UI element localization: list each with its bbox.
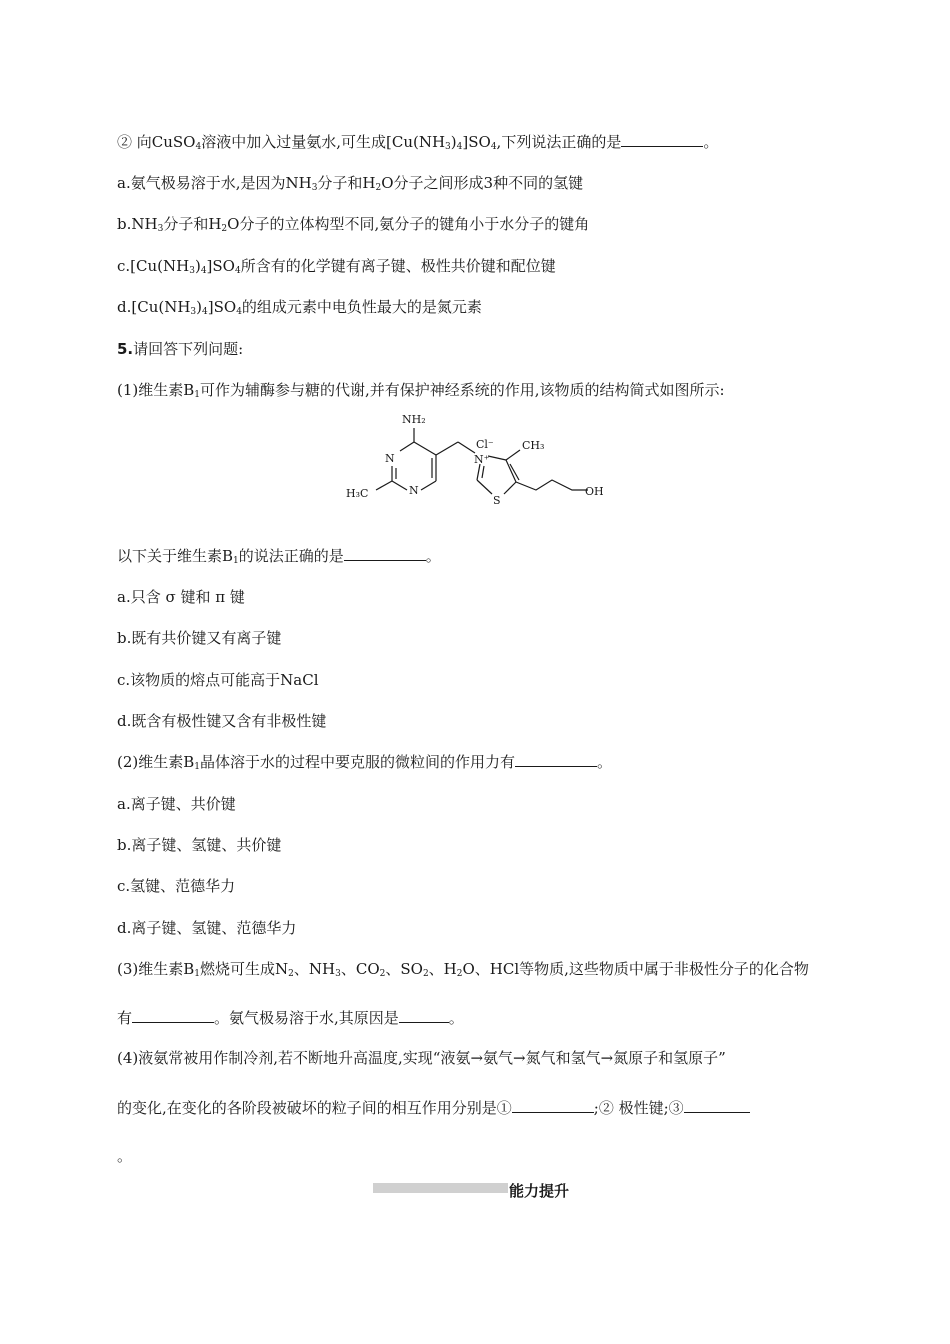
- bond: [421, 481, 436, 490]
- q5-part2-stem: (2)维生素$B_1$晶体溶于水的过程中要克服的微粒间的作用力有 。: [117, 753, 613, 772]
- oh-label: OH: [585, 485, 604, 498]
- q5-header: [117, 339, 243, 359]
- q5-part1-option-c: c.该物质的熔点可能高于NaCl: [117, 671, 319, 689]
- bond: [436, 442, 458, 455]
- n-plus-label: N⁺: [474, 453, 490, 466]
- q5-part4-end: 。: [117, 1147, 133, 1165]
- bond: [400, 442, 414, 451]
- n-atom-upper: N: [385, 452, 395, 465]
- hydroxyethyl-chain: [516, 480, 588, 490]
- q5-part1-option-a: a.只含 σ 键和 π 键: [117, 588, 245, 606]
- bond: [506, 450, 520, 460]
- q5-part3-stem: (3)维生素$B_1$燃烧可生成$N_2$、$NH_3$、$CO_2$、$SO_2$、$H_2O$、HCl等物质,这些物质中属于非极性分子的化合物: [117, 960, 809, 979]
- q5-part1-stem: (1)维生素$B_1$可作为辅酶参与糖的代谢,并有保护神经系统的作用,该物质的结构简式如图所示:: [117, 381, 725, 400]
- nh2-label: NH₂: [402, 413, 426, 426]
- q4-stem: ② 向CuSO$_4$溶液中加入过量氨水,可生成$[Cu(NH_3)_4]SO_4$,下列说法正确的是 。: [117, 133, 719, 152]
- bond: [458, 442, 475, 453]
- vitamin-b1-structure: [340, 408, 610, 516]
- q4-option-b: $b.NH_3$分子和$H_2O$分子的立体构型不同,氨分子的键角小于水分子的键角: [117, 215, 590, 234]
- answer-blank[interactable]: [515, 752, 597, 767]
- bond: [477, 480, 492, 494]
- q4-option-a: a.氨气极易溶于水,是因为$NH_3$分子和$H_2O$分子之间形成3种不同的氢键: [117, 174, 584, 193]
- bond: [376, 481, 392, 490]
- question-number: 5.: [117, 340, 134, 358]
- answer-blank[interactable]: [344, 546, 426, 561]
- text: ② 向CuSO: [117, 133, 196, 151]
- q5-part1-option-d: d.既含有极性键又含有非极性键: [117, 712, 327, 730]
- q4-option-c: $c.[Cu(NH_3)_4]SO_4$所含有的化学键有离子键、极性共价键和配位键: [117, 257, 556, 276]
- answer-blank[interactable]: [132, 1008, 214, 1023]
- q5-part3-line2: 有 。氨气极易溶于水,其原因是 。: [117, 1009, 464, 1027]
- section-title: 能力提升: [509, 1182, 570, 1200]
- q5-part4-stem: (4)液氨常被用作制冷剂,若不断地升高温度,实现“液氨→氨气→氮气和氢气→氮原子和氢原子”: [117, 1049, 726, 1067]
- bond: [488, 456, 506, 460]
- section-bar: [373, 1183, 508, 1193]
- q5-part1-option-b: b.既有共价键又有离子键: [117, 629, 282, 647]
- n-atom-lower: N: [409, 484, 419, 497]
- q5-part2-option-c: c.氢键、范德华力: [117, 877, 236, 895]
- q5-part2-option-b: b.离子键、氢键、共价键: [117, 836, 282, 854]
- sulfur-label: S: [493, 494, 501, 507]
- bond: [482, 466, 484, 478]
- bond: [414, 442, 436, 455]
- q5-part2-option-a: a.离子键、共价键: [117, 795, 236, 813]
- h3c-label: H₃C: [346, 487, 369, 500]
- q5-part1-question: 以下关于维生素$B_1$的说法正确的是 。: [117, 547, 441, 566]
- chloride-label: Cl⁻: [476, 438, 494, 451]
- answer-blank[interactable]: [399, 1008, 449, 1023]
- bond: [392, 481, 407, 490]
- bond: [477, 464, 480, 480]
- answer-blank[interactable]: [621, 132, 703, 147]
- q4-option-d: $d.[Cu(NH_3)_4]SO_4$的组成元素中电负性最大的是氮元素: [117, 298, 482, 317]
- question-title: 请回答下列问题:: [133, 340, 244, 358]
- q5-part4-line2: 的变化,在变化的各阶段被破坏的粒子间的相互作用分别是① ;② 极性键;③: [117, 1098, 750, 1118]
- q5-part2-option-d: d.离子键、氢键、范德华力: [117, 919, 297, 937]
- answer-blank[interactable]: [684, 1098, 750, 1113]
- bond: [504, 482, 516, 494]
- ch3-label: CH₃: [522, 439, 545, 452]
- answer-blank[interactable]: [512, 1098, 594, 1113]
